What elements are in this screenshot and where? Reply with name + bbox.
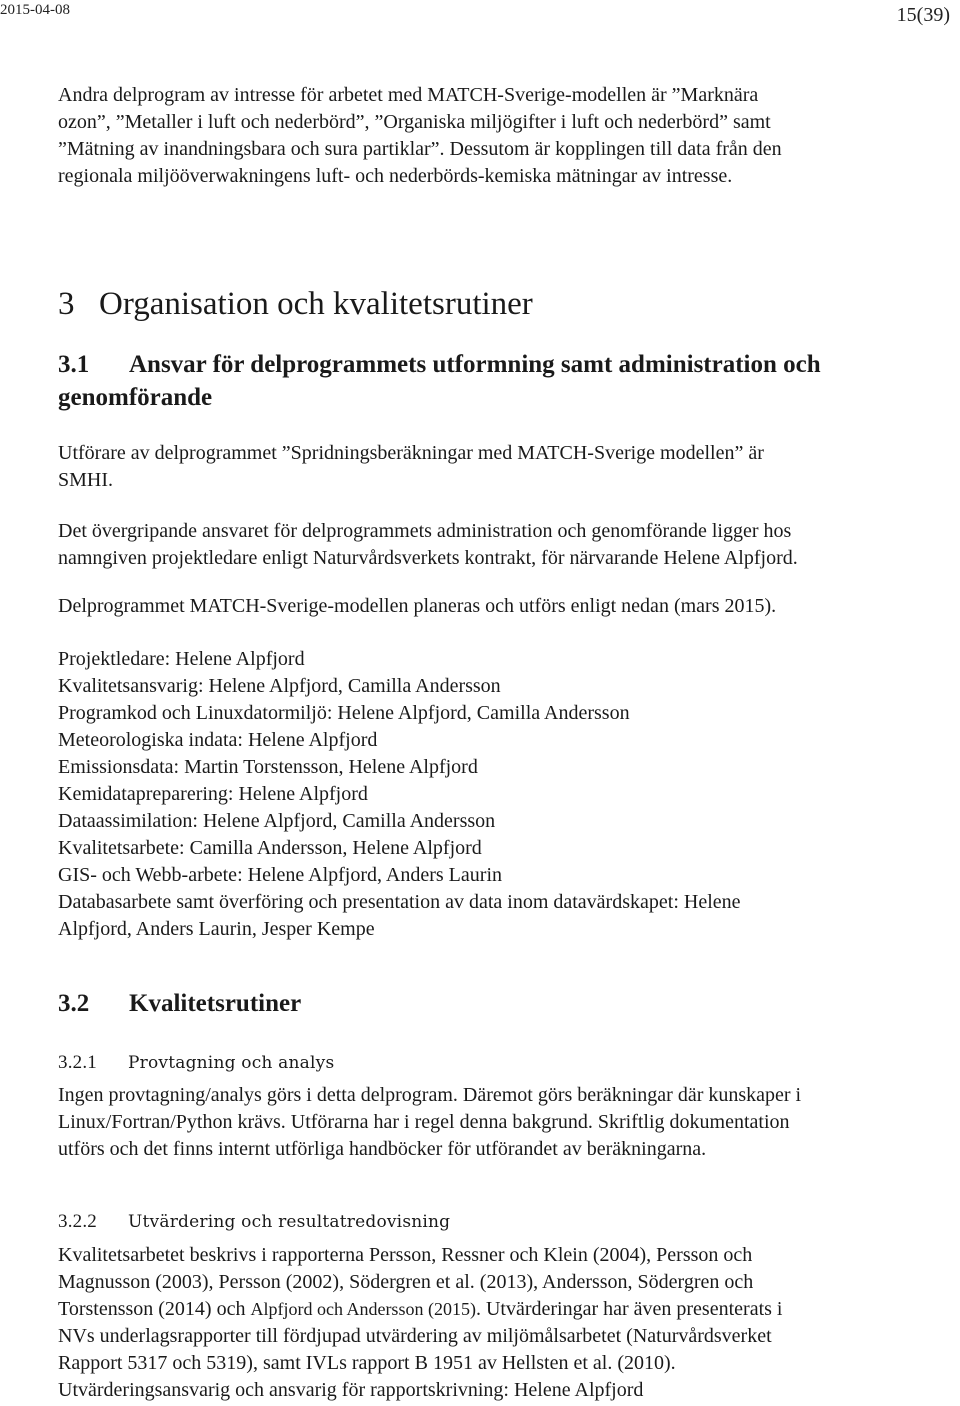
- paragraph-line: SMHI.: [58, 469, 114, 491]
- paragraph-line: Det övergripande ansvaret för delprogrammets administration och genomförande ligger hos: [58, 520, 792, 542]
- evaluation-paragraph: [58, 1242, 918, 1404]
- role-line: Emissionsdata: Martin Torstensson, Helene Alpfjord: [58, 756, 478, 778]
- role-line: Dataassimilation: Helene Alpfjord, Camilla Andersson: [58, 810, 496, 832]
- role-line: Alpfjord, Anders Laurin, Jesper Kempe: [58, 918, 375, 940]
- intro-line: ”Mätning av inandningsbara och sura partiklar”. Dessutom är kopplingen till data från den: [58, 138, 782, 160]
- header-page-number: 15(39): [896, 4, 950, 26]
- sampling-paragraph: [58, 1082, 918, 1163]
- intro-line: regionala miljööverwakningens luft- och nederbörds-kemiska mätningar av intresse.: [58, 165, 733, 187]
- section-3-2-2-number: 3.2.2: [58, 1211, 97, 1232]
- paragraph-line: namngiven projektledare enligt Naturvårdsverkets kontrakt, för närvarande Helene Alpfjord.: [58, 547, 798, 569]
- intro-paragraph: [58, 82, 918, 190]
- paragraph-line: Kvalitetsarbetet beskrivs i rapporterna Persson, Ressner och Klein (2004), Persson och: [58, 1244, 753, 1266]
- text-run: . Utvärderingar har även presenterats i: [475, 1298, 783, 1320]
- role-line: Programkod och Linuxdatormiljö: Helene Alpfjord, Camilla Andersson: [58, 702, 630, 724]
- citation-text: Alpfjord och Andersson (2015): [250, 1299, 476, 1319]
- role-line: Kvalitetsarbete: Camilla Andersson, Helene Alpfjord: [58, 837, 482, 859]
- paragraph-line: Magnusson (2003), Persson (2002), Södergren et al. (2013), Andersson, Södergren och: [58, 1271, 754, 1293]
- section-3-2-title: Kvalitetsrutiner: [129, 990, 302, 1017]
- text-run: Torstensson (2014) och: [58, 1298, 251, 1320]
- section-3-1-heading: [58, 348, 821, 414]
- paragraph-line: Utförare av delprogrammet ”Spridningsberäkningar med MATCH-Sverige modellen” är: [58, 442, 764, 464]
- section-3-title: Organisation och kvalitetsrutiner: [99, 286, 533, 322]
- section-3-2-2-title: Utvärdering och resultatredovisning: [128, 1212, 451, 1232]
- intro-line: Andra delprogram av intresse för arbetet med MATCH-Sverige-modellen är ”Marknära: [58, 84, 759, 106]
- section-3-2-heading: [58, 987, 301, 1020]
- section-3-1-number: 3.1: [58, 351, 90, 378]
- role-line: Meteorologiska indata: Helene Alpfjord: [58, 729, 378, 751]
- paragraph-line: Ingen provtagning/analys görs i detta delprogram. Däremot görs beräkningar där kunskaper i: [58, 1084, 802, 1106]
- section-3-number: 3: [58, 286, 75, 322]
- paragraph-line: Utvärderingsansvarig och ansvarig för rapportskrivning: Helene Alpfjord: [58, 1379, 644, 1401]
- responsibility-paragraph: [58, 518, 918, 572]
- intro-line: ozon”, ”Metaller i luft och nederbörd”, ”Organiska miljögifter i luft och nederbörd” samt: [58, 111, 771, 133]
- role-line: Databasarbete samt överföring och presentation av data inom datavärdskapet: Helene: [58, 891, 741, 913]
- planning-paragraph: [58, 593, 918, 620]
- role-line: GIS- och Webb-arbete: Helene Alpfjord, Anders Laurin: [58, 864, 502, 886]
- section-3-heading: [58, 284, 533, 324]
- section-3-1-title: Ansvar för delprogrammets utformning samt administration och: [129, 351, 821, 378]
- section-3-2-1-title: Provtagning och analys: [128, 1053, 335, 1073]
- section-3-1-title-cont: genomförande: [58, 384, 213, 411]
- paragraph-line: NVs underlagsrapporter till fördjupad utvärdering av miljömålsarbetet (Naturvårdsverket: [58, 1325, 772, 1347]
- role-line: Projektledare: Helene Alpfjord: [58, 648, 305, 670]
- executor-paragraph: [58, 440, 918, 494]
- section-3-2-1-heading: [58, 1051, 334, 1075]
- section-3-2-1-number: 3.2.1: [58, 1052, 97, 1073]
- paragraph-line: utförs och det finns internt utförliga handböcker för utförandet av beräkningarna.: [58, 1138, 707, 1160]
- section-3-2-number: 3.2: [58, 990, 90, 1017]
- paragraph-line: Rapport 5317 och 5319), samt IVLs rapport B 1951 av Hellsten et al. (2010).: [58, 1352, 676, 1374]
- paragraph-line: Delprogrammet MATCH-Sverige-modellen planeras och utförs enligt nedan (mars 2015).: [58, 595, 777, 617]
- role-line: Kvalitetsansvarig: Helene Alpfjord, Camilla Andersson: [58, 675, 501, 697]
- role-line: Kemidatapreparering: Helene Alpfjord: [58, 783, 368, 805]
- paragraph-line: [58, 1296, 918, 1323]
- paragraph-line: Linux/Fortran/Python krävs. Utförarna har i regel denna bakgrund. Skriftlig dokumentation: [58, 1111, 790, 1133]
- roles-list: [58, 646, 918, 943]
- section-3-2-2-heading: [58, 1210, 450, 1234]
- header-date: 2015-04-08: [0, 2, 70, 18]
